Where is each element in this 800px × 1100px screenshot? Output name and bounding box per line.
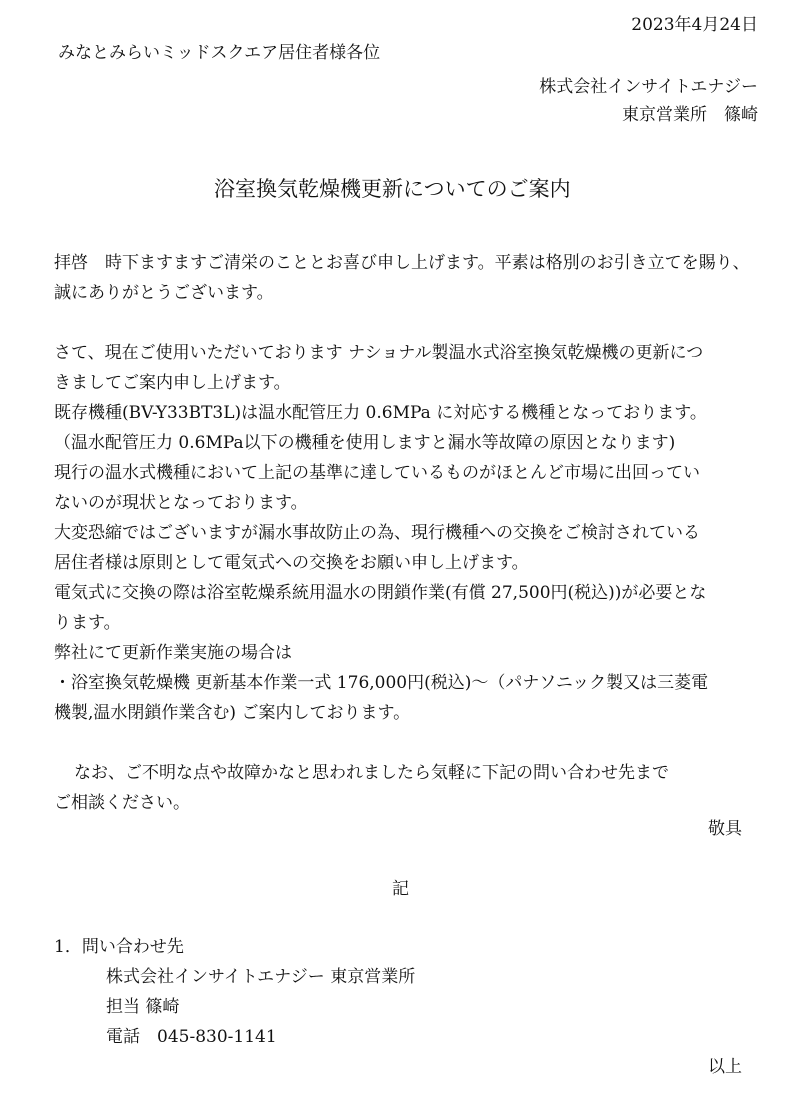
ijou: 以上 <box>708 1057 742 1077</box>
closing-line-1: なお、ご不明な点や故障かなと思われましたら気軽に下記の問い合わせ先まで <box>74 763 669 783</box>
greeting-line-2: 誠にありがとうございます。 <box>54 283 274 303</box>
body-line-2: きましてご案内申し上げます。 <box>54 373 291 393</box>
sender-office: 東京営業所 篠崎 <box>622 105 758 125</box>
body-line-12: ・浴室換気乾燥機 更新基本作業一式 176,000円(税込)～（パナソニック製又は三菱電 <box>54 673 709 693</box>
sender-company: 株式会社インサイトエナジー <box>539 77 758 97</box>
body-line-10: ります。 <box>54 613 121 633</box>
greeting-line-1: 拝啓 時下ますますご清栄のこととお喜び申し上げます。平素は格別のお引き立てを賜り、 <box>54 253 750 273</box>
recipient-line: みなとみらいミッドスクエア居住者様各位 <box>58 43 381 63</box>
body-line-7: 大変恐縮ではございますが漏水事故防止の為、現行機種への交換をご検討されている <box>54 523 700 543</box>
body-line-11: 弊社にて更新作業実施の場合は <box>54 643 292 663</box>
document-title: 浴室換気乾燥機更新についてのご案内 <box>214 177 571 201</box>
body-line-1: さて、現在ご使用いただいております ナショナル製温水式浴室換気乾燥機の更新につ <box>54 343 704 363</box>
body-line-3: 既存機種(BV-Y33BT3L)は温水配管圧力 0.6MPa に対応する機種となっております。 <box>54 403 707 423</box>
body-line-9: 電気式に交換の際は浴室乾燥系統用温水の閉鎖作業(有償 27,500円(税込))が必要とな <box>54 583 707 603</box>
contact-person: 担当 篠崎 <box>106 997 180 1017</box>
ki-marker: 記 <box>392 879 409 899</box>
document-date: 2023年4月24日 <box>631 15 758 35</box>
body-line-13: 機製,温水閉鎖作業含む) ご案内しております。 <box>54 703 411 723</box>
closing-line-2: ご相談ください。 <box>54 793 190 813</box>
contact-company: 株式会社インサイトエナジー 東京営業所 <box>106 967 416 987</box>
keigu: 敬具 <box>708 819 742 839</box>
body-line-4: （温水配管圧力 0.6MPa以下の機種を使用しますと漏水等故障の原因となります) <box>54 433 676 453</box>
contact-phone: 電話 045-830-1141 <box>106 1027 277 1047</box>
body-line-6: ないのが現状となっております。 <box>54 493 308 513</box>
contact-heading: 1．問い合わせ先 <box>54 937 184 957</box>
body-line-8: 居住者様は原則として電気式への交換をお願い申し上げます。 <box>54 553 529 573</box>
body-line-5: 現行の温水式機種において上記の基準に達しているものがほとんど市場に出回ってい <box>54 463 700 483</box>
